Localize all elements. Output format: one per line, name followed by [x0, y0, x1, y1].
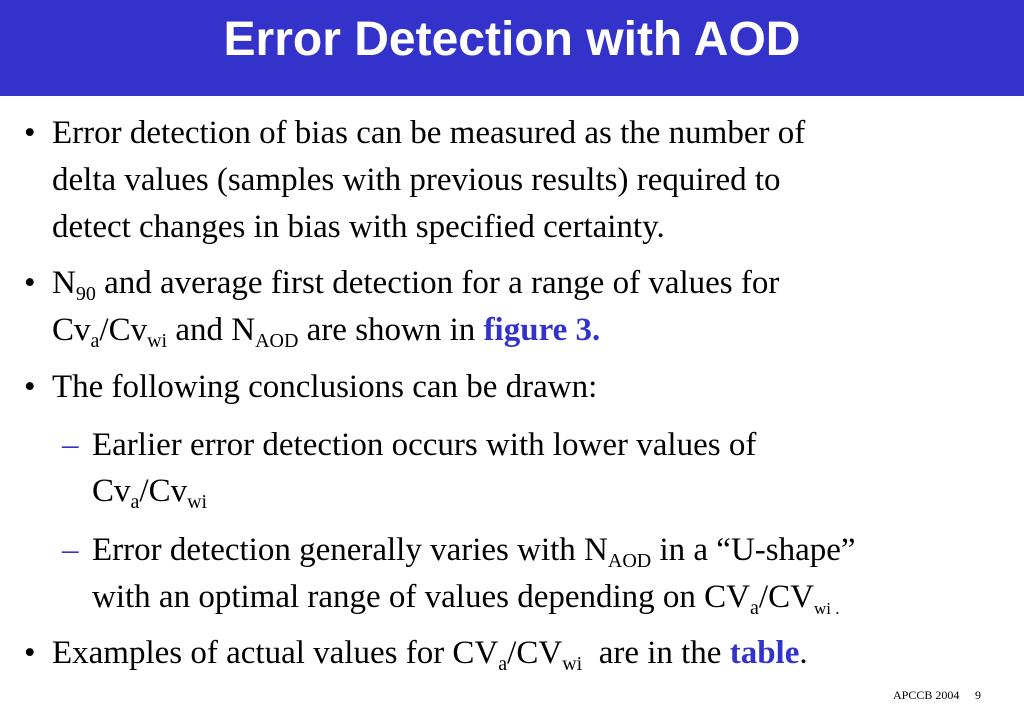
bullet-4-line-1	[52, 633, 808, 673]
subscript: wi	[187, 491, 208, 513]
footer-label: APCCB 2004	[893, 688, 960, 702]
text: Error detection generally varies with N	[92, 532, 608, 568]
text: /CV	[758, 579, 814, 615]
subscript: wi	[562, 653, 583, 675]
sub-bullet-2-line-1	[92, 530, 856, 570]
sub-bullet-1-line-1: Earlier error detection occurs with lower values of	[92, 427, 757, 463]
subscript: AOD	[255, 330, 299, 352]
text: and average first detection for a range of values for	[95, 265, 780, 301]
text: are in the	[582, 635, 730, 671]
table-link[interactable]: table	[729, 635, 800, 671]
text: /Cv	[139, 473, 188, 509]
bullet-1-line-1: Error detection of bias can be measured as the number of	[52, 115, 806, 151]
bullet-marker: •	[24, 635, 36, 671]
text: /Cv	[99, 312, 148, 348]
sub-bullet-1-line-2	[92, 471, 207, 511]
bullet-marker: •	[24, 369, 36, 405]
bullet-3-line-1: The following conclusions can be drawn:	[52, 369, 598, 405]
bullet-2-line-2	[52, 310, 600, 350]
subscript: 90	[75, 283, 96, 305]
subscript: a	[498, 653, 508, 675]
sub-bullet-2-line-2	[92, 577, 839, 617]
subscript: wi	[147, 330, 168, 352]
text: and N	[167, 312, 256, 348]
n-symbol: N	[52, 265, 76, 301]
subscript: wi .	[813, 599, 840, 618]
text: /CV	[507, 635, 563, 671]
figure-3-link[interactable]: figure 3.	[483, 312, 601, 348]
page-number: 9	[975, 688, 981, 702]
bullet-marker: •	[24, 115, 36, 151]
text: are shown in	[298, 312, 484, 348]
text: with an optimal range of values depending on CV	[92, 579, 751, 615]
subscript: a	[130, 491, 140, 513]
text: in a “U-shape”	[651, 532, 856, 568]
dash-marker: –	[62, 532, 79, 568]
dash-marker: –	[62, 427, 79, 463]
bullet-1-line-3: detect changes in bias with specified certainty.	[52, 209, 665, 245]
bullet-2-line-1	[52, 263, 779, 303]
text: Cv	[92, 473, 131, 509]
slide-title: Error Detection with AOD	[223, 13, 801, 66]
text: Cv	[52, 312, 91, 348]
subscript: AOD	[607, 550, 652, 572]
bullet-marker: •	[24, 265, 36, 301]
subscript: a	[90, 330, 100, 352]
text: .	[799, 635, 808, 671]
bullet-1-line-2: delta values (samples with previous results) required to	[52, 162, 781, 198]
subscript: a	[750, 597, 759, 619]
text: Examples of actual values for CV	[52, 635, 499, 671]
